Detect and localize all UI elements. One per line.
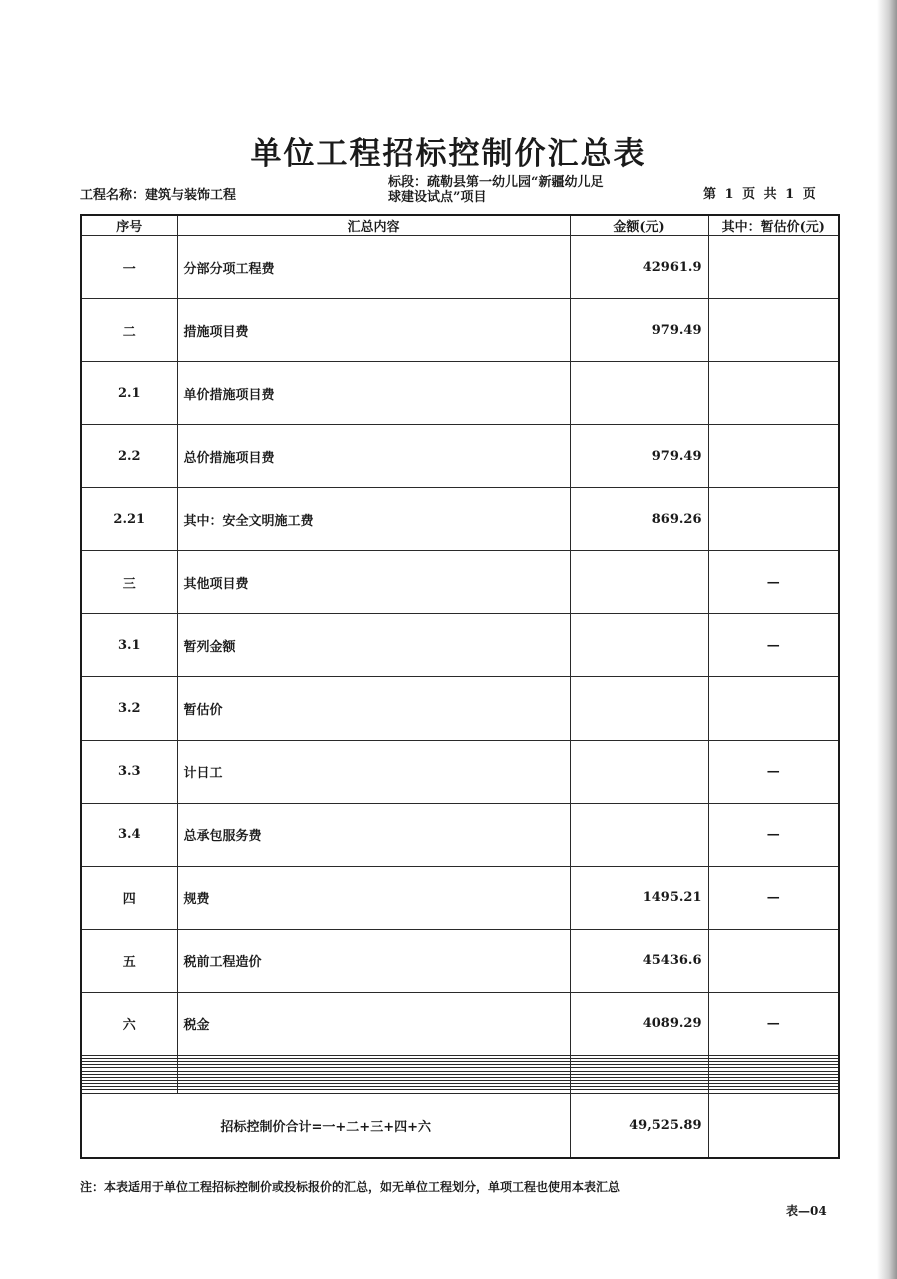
- row-content: 总价措施项目费: [177, 425, 570, 488]
- summary-table: [80, 214, 840, 1159]
- row-no: 二: [81, 299, 177, 362]
- row-no: 3.3: [81, 740, 177, 803]
- row-amount: 42961.9: [570, 236, 708, 299]
- header-no: 序号: [81, 215, 177, 236]
- total-row: [81, 1093, 839, 1158]
- table-row: [81, 425, 839, 488]
- row-amount: [570, 551, 708, 614]
- row-content: 税金: [177, 992, 570, 1055]
- row-provisional: [708, 677, 839, 740]
- section-info: [388, 175, 603, 205]
- row-no: 五: [81, 929, 177, 992]
- header-amount: 金额(元): [570, 215, 708, 236]
- page-number: 第 1 页 共 1 页: [703, 187, 818, 202]
- row-amount: [570, 614, 708, 677]
- row-provisional: [708, 488, 839, 551]
- page-edge-shadow: [877, 0, 897, 1279]
- row-provisional: [708, 299, 839, 362]
- row-provisional: —: [708, 740, 839, 803]
- table-row: [81, 299, 839, 362]
- table-row: [81, 677, 839, 740]
- row-content: 其中：安全文明施工费: [177, 488, 570, 551]
- total-label: 招标控制价合计=一+二+三+四+六: [81, 1093, 570, 1158]
- row-provisional: [708, 425, 839, 488]
- row-amount: 45436.6: [570, 929, 708, 992]
- header-content: 汇总内容: [177, 215, 570, 236]
- row-no: 一: [81, 236, 177, 299]
- row-amount: [570, 803, 708, 866]
- row-no: 2.21: [81, 488, 177, 551]
- row-content: 措施项目费: [177, 299, 570, 362]
- row-amount: [570, 677, 708, 740]
- row-provisional: —: [708, 866, 839, 929]
- project-name: 工程名称：建筑与装饰工程: [80, 188, 237, 203]
- row-no: 六: [81, 992, 177, 1055]
- row-amount: 979.49: [570, 425, 708, 488]
- row-amount: 4089.29: [570, 992, 708, 1055]
- row-amount: 979.49: [570, 299, 708, 362]
- row-amount: [570, 740, 708, 803]
- row-no: 三: [81, 551, 177, 614]
- row-content: 规费: [177, 866, 570, 929]
- table-row: [81, 236, 839, 299]
- table-row: [81, 488, 839, 551]
- row-amount: 1495.21: [570, 866, 708, 929]
- row-provisional: —: [708, 551, 839, 614]
- row-no: 四: [81, 866, 177, 929]
- table-row: [81, 551, 839, 614]
- table-row: [81, 929, 839, 992]
- row-provisional: —: [708, 992, 839, 1055]
- row-provisional: —: [708, 614, 839, 677]
- row-no: 3.2: [81, 677, 177, 740]
- row-amount: 869.26: [570, 488, 708, 551]
- row-content: 暂列金额: [177, 614, 570, 677]
- row-no: 3.4: [81, 803, 177, 866]
- header-provisional: 其中：暂估价(元): [708, 215, 839, 236]
- table-row: [81, 362, 839, 425]
- row-content: 计日工: [177, 740, 570, 803]
- row-content: 单价措施项目费: [177, 362, 570, 425]
- row-content: 其他项目费: [177, 551, 570, 614]
- table-row: [81, 866, 839, 929]
- table-row: [81, 803, 839, 866]
- row-content: 总承包服务费: [177, 803, 570, 866]
- total-amount: 49,525.89: [570, 1093, 708, 1158]
- row-no: 2.2: [81, 425, 177, 488]
- row-no: 2.1: [81, 362, 177, 425]
- section-line-2: 球建设试点”项目: [388, 190, 487, 205]
- table-row: [81, 992, 839, 1055]
- row-content: 税前工程造价: [177, 929, 570, 992]
- row-amount: [570, 362, 708, 425]
- row-provisional: [708, 929, 839, 992]
- section-line-1: 标段：疏勒县第一幼儿园“新疆幼儿足: [388, 175, 604, 190]
- total-provisional: [708, 1093, 839, 1158]
- row-provisional: [708, 236, 839, 299]
- row-content: 分部分项工程费: [177, 236, 570, 299]
- footnote: 注：本表适用于单位工程招标控制价或投标报价的汇总，如无单位工程划分，单项工程也使用本表汇总: [80, 1180, 621, 1194]
- table-row: [81, 614, 839, 677]
- table-header-row: [81, 215, 839, 236]
- form-code: 表—04: [786, 1204, 827, 1218]
- row-no: 3.1: [81, 614, 177, 677]
- document-title: 单位工程招标控制价汇总表: [250, 136, 647, 172]
- row-provisional: [708, 362, 839, 425]
- table-row: [81, 740, 839, 803]
- row-content: 暂估价: [177, 677, 570, 740]
- row-provisional: —: [708, 803, 839, 866]
